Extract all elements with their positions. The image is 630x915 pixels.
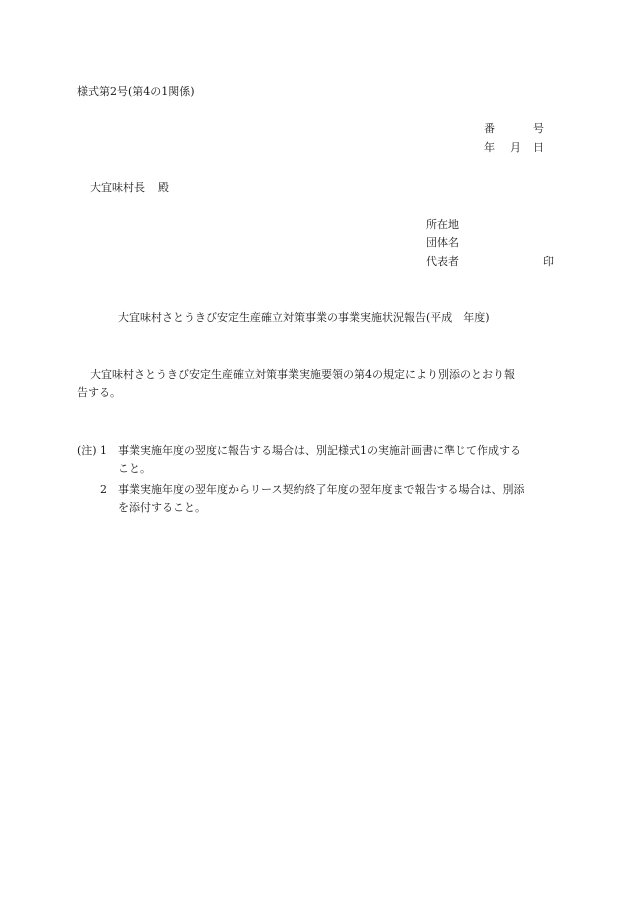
- document-title: 大宜味村さとうきび安定生産確立対策事業の事業実施状況報告(平成 年度): [118, 311, 490, 324]
- note-text-line: 事業実施年度の翌度に報告する場合は、別記様式1の実施計画書に準じて作成する: [118, 444, 521, 457]
- body-text-line: 告する。: [77, 386, 121, 399]
- sender-organization-label: 団体名: [426, 236, 459, 249]
- form-number-label: 様式第2号(第4の1関係): [77, 85, 195, 98]
- seal-mark-label: 印: [543, 255, 554, 268]
- note-text-line: こと。: [118, 462, 151, 475]
- date-year-label: 年: [484, 141, 495, 154]
- sender-address-label: 所在地: [426, 218, 459, 231]
- notes-marker: (注): [77, 444, 97, 457]
- addressee-honorific: 殿: [158, 181, 169, 194]
- addressee-name: 大宜味村長: [90, 181, 145, 194]
- date-month-label: 月: [510, 141, 521, 154]
- date-day-label: 日: [533, 141, 544, 154]
- sender-representative-label: 代表者: [426, 255, 459, 268]
- note-number: 1: [100, 444, 107, 457]
- document-number-suffix: 号: [533, 122, 544, 135]
- note-number: 2: [100, 483, 107, 496]
- document-number-label: 番: [484, 122, 495, 135]
- note-text-line: 事業実施年度の翌年度からリース契約終了年度の翌年度まで報告する場合は、別添: [118, 483, 525, 496]
- body-text-line: 大宜味村さとうきび安定生産確立対策事業実施要領の第4の規定により別添のとおり報: [90, 368, 515, 381]
- note-text-line: を添付すること。: [118, 501, 206, 514]
